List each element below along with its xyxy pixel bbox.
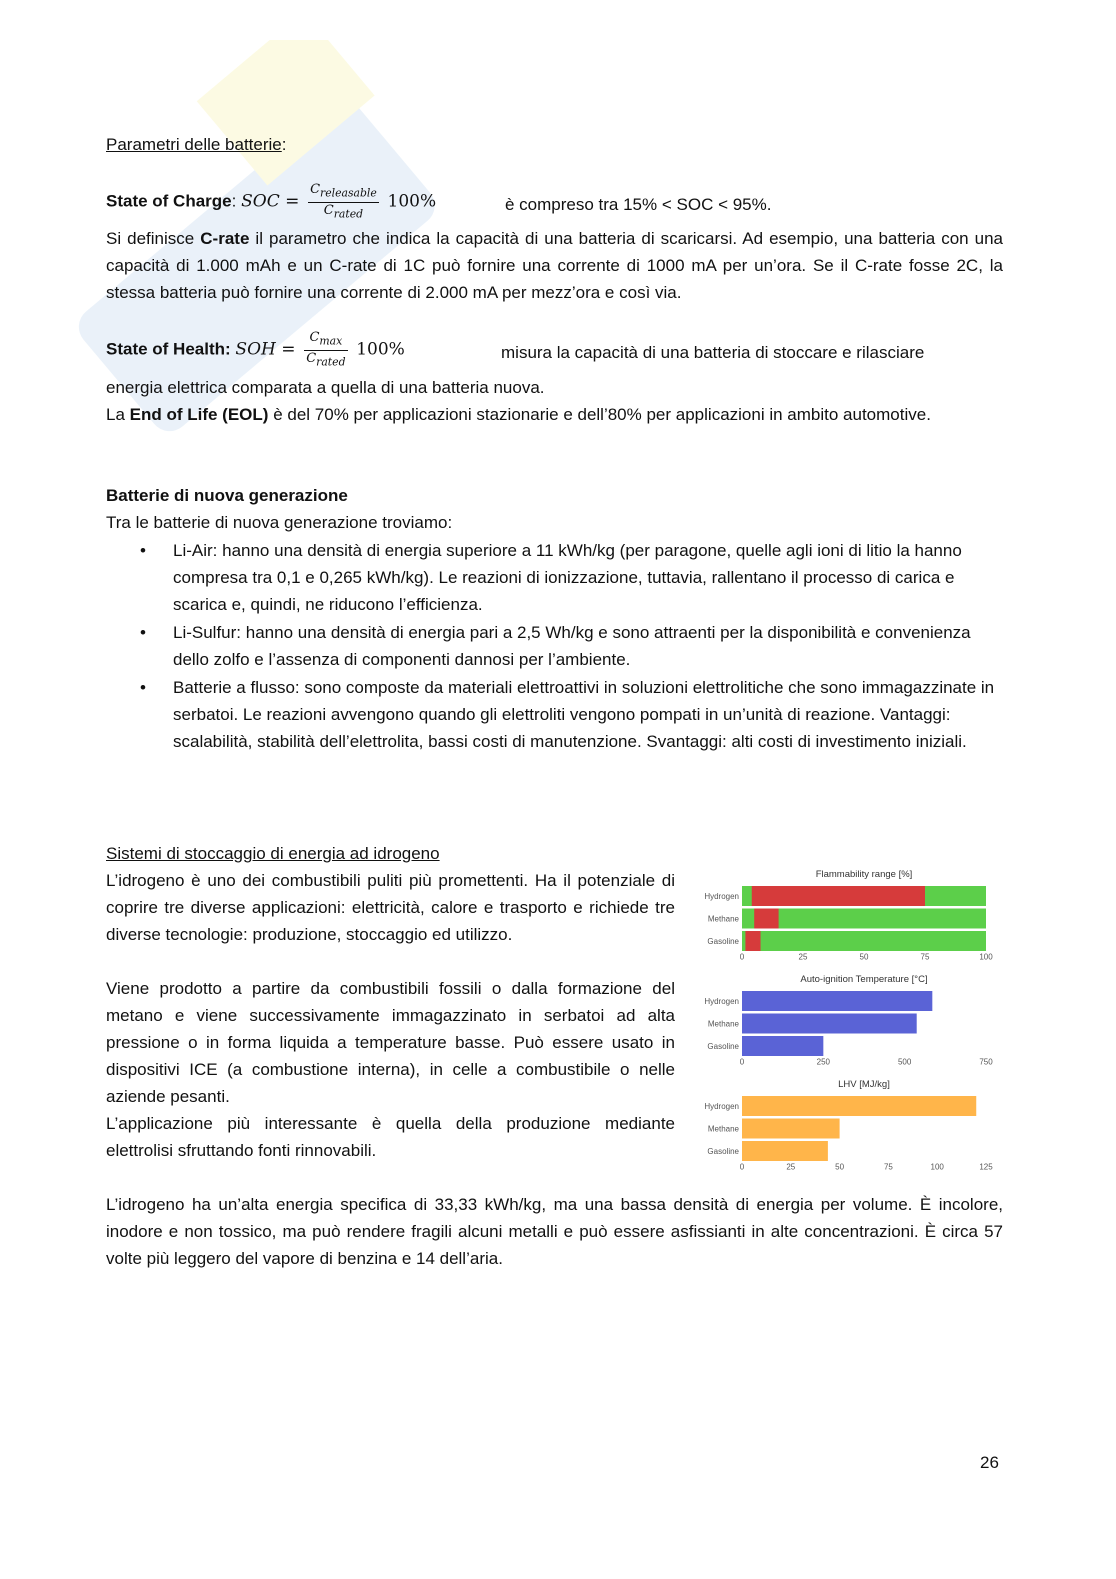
crate-paragraph: Si definisce C-rate il parametro che indica la capacità di una batteria di scaricarsi. Ad esempio, una batteria con una capacità di 1.000 mAh e un C-rate di 1C può fornire una corrente di 1000 mA per un’ora. Se il C-rate fosse 2C, la stessa batteria può fornire una corrente di 2.000 mA per mezz’ora e così via. <box>106 229 1003 302</box>
bullet-icon: • <box>140 623 146 642</box>
tick-label: 100 <box>930 1162 944 1172</box>
fuel-comparison-chart <box>695 864 1000 1174</box>
section-title-batterie-nuova: Batterie di nuova generazione <box>106 486 348 505</box>
soc-formula-line: State of Charge: SOC = $\frac{C_{releasable}}{C_{rated}}$ 100% è compreso tra 15% < SOC < 95%. <box>106 182 772 221</box>
category-label: Methane <box>707 1124 739 1134</box>
tick-label: 25 <box>798 952 808 962</box>
tick-label: 50 <box>859 952 869 962</box>
bullet-icon: • <box>140 678 146 697</box>
category-label: Gasoline <box>707 937 739 946</box>
category-label: Methane <box>707 914 739 924</box>
tick-label: 0 <box>739 1162 745 1172</box>
idrogeno-paragraph-4: L’idrogeno ha un’alta energia specifica di 33,33 kWh/kg, ma una bassa densità di energia per volume. È incolore, inodore e non tossico, ma può rendere fragili alcuni metalli e può essere asfissianti in alte concentrazioni. È circa 57 volte più leggero del vapore di benzina e 14 dell’aria. <box>106 1195 1003 1268</box>
list-item: • Li-Air: hanno una densità di energia superiore a 11 kWh/kg (per paragone, quelle agli ioni di litio la hanno compresa tra 0,1 e 0,265 kWh/kg). Le reazioni di ionizzazione, tuttavia, rallentano il processo di carica e scarica e, quindi, ne riducono l’efficienza. <box>106 537 1003 618</box>
soh-formula-line: State of Health: SOH = $\frac{C_{max}}{C_{rated}}$ 100% misura la capacità di una batteria di stoccare e rilasciare <box>106 330 925 369</box>
tick-label: 25 <box>786 1162 796 1172</box>
bar <box>742 1141 828 1161</box>
tick-label: 75 <box>883 1162 893 1172</box>
page-number: 26 <box>980 1453 999 1472</box>
category-label: Methane <box>707 1019 739 1029</box>
tick-label: 75 <box>920 952 930 962</box>
tick-label: 100 <box>979 952 993 962</box>
tick-label: 0 <box>739 1057 745 1067</box>
idrogeno-paragraph-2: Viene prodotto a partire da combustibili fossili o dalla formazione del metano e viene successivamente immagazzinato in serbatoi ad alta pressione o in forma liquida a temperature basse. Può essere usato in dispositivi ICE (a combustione interna), in celle a combustibile o nelle aziende pesanti. <box>106 979 675 1106</box>
batterie-intro: Tra le batterie di nuova generazione troviamo: <box>106 513 453 532</box>
soc-fraction: $\frac{C_{releasable}}{C_{rated}}$ <box>310 182 377 221</box>
bar-background <box>742 931 986 951</box>
section-title-parametri: Parametri delle batterie: <box>106 135 287 154</box>
bullet-icon: • <box>140 541 146 560</box>
tick-label: 750 <box>979 1057 993 1067</box>
bar <box>742 1096 976 1116</box>
bar <box>742 1119 840 1139</box>
chart-title: Auto-ignition Temperature [°C] <box>800 974 928 985</box>
bar <box>742 991 932 1011</box>
tick-label: 125 <box>979 1162 993 1172</box>
bar-flammable-range <box>754 909 778 929</box>
list-item: • Batterie a flusso: sono composte da materiali elettroattivi in soluzioni elettrolitiche che sono immagazzinate in serbatoi. Le reazioni avvengono quando gli elettroliti vengono pompati in un’unità di reazione. Vantaggi: scalabilità, stabilità dell’elettrolita, bassi costi di manutenzione. Svantaggi: alti costi di investimento iniziali. <box>106 674 1003 755</box>
bar-flammable-range <box>752 886 925 906</box>
idrogeno-paragraph-1: L’idrogeno è uno dei combustibili puliti più promettenti. Ha il potenziale di coprire tre diverse applicazioni: elettricità, calore e trasporto e richiede tre diverse tecnologie: produzione, stoccaggio ed utilizzo. <box>106 871 675 944</box>
chart-title: LHV [MJ/kg] <box>838 1079 890 1090</box>
category-label: Hydrogen <box>704 892 739 901</box>
soh-fraction: $\frac{C_{max}}{C_{rated}}$ <box>306 330 346 369</box>
bar <box>742 1014 917 1034</box>
tick-label: 500 <box>897 1057 912 1067</box>
section-title-idrogeno: Sistemi di stoccaggio di energia ad idrogeno <box>106 844 440 863</box>
tick-label: 50 <box>835 1162 845 1172</box>
list-item: • Li-Sulfur: hanno una densità di energia pari a 2,5 Wh/kg e sono attraenti per la disponibilità e convenienza dello zolfo e l’assenza di componenti dannosi per l’ambiente. <box>106 619 1003 673</box>
tick-label: 250 <box>816 1057 831 1067</box>
category-label: Gasoline <box>707 1147 739 1156</box>
idrogeno-paragraph-3: L’applicazione più interessante è quella della produzione mediante elettrolisi sfruttando fonti rinnovabili. <box>106 1114 675 1160</box>
category-label: Hydrogen <box>704 997 739 1006</box>
bar-flammable-range <box>745 931 760 951</box>
category-label: Hydrogen <box>704 1102 739 1111</box>
category-label: Gasoline <box>707 1042 739 1051</box>
soh-desc-continuation: energia elettrica comparata a quella di una batteria nuova. <box>106 378 545 397</box>
tick-label: 0 <box>739 952 745 962</box>
batterie-list <box>106 537 1003 755</box>
bar <box>742 1036 823 1056</box>
chart-title: Flammability range [%] <box>815 869 913 880</box>
eol-paragraph: La End of Life (EOL) è del 70% per applicazioni stazionarie e dell’80% per applicazioni in ambito automotive. <box>106 405 931 424</box>
